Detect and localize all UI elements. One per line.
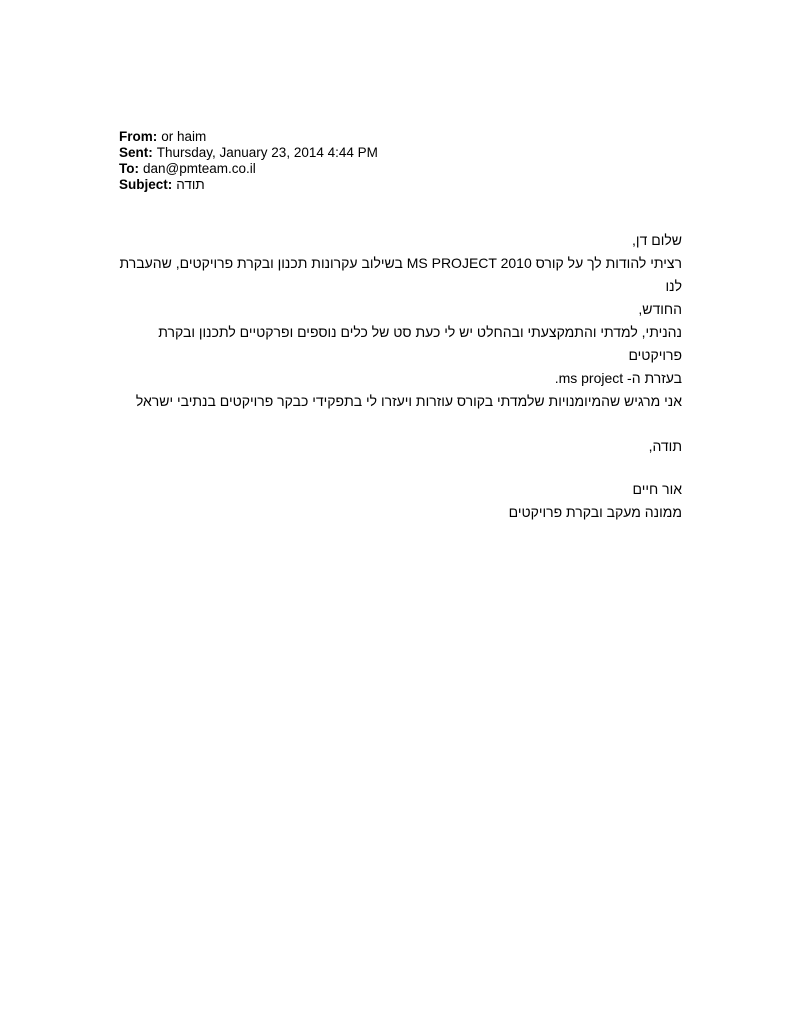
to-label: To: [119, 161, 139, 176]
subject-row [119, 177, 378, 193]
signature-name: אור חיים [632, 481, 682, 497]
to-value: dan@pmteam.co.il [143, 161, 256, 176]
sent-row [119, 145, 378, 161]
greeting-line: שלום דן, [632, 232, 682, 248]
from-row [119, 129, 378, 145]
from-value: or haim [161, 129, 207, 144]
message-line: רציתי להודות לך על קורס MS PROJECT 2010 בשילוב עקרונות תכנון ובקרת פרויקטים, שהעברת לנו [119, 255, 682, 294]
subject-value: תודה [176, 177, 205, 192]
email-header [119, 129, 378, 193]
sent-value: Thursday, January 23, 2014 4:44 PM [156, 145, 378, 160]
message-line: אני מרגיש שהמיומנויות שלמדתי בקורס עוזרות ויעזרו לי בתפקידי כבקר פרויקטים בנתיבי ישראל [135, 393, 682, 409]
signature-title: ממונה מעקב ובקרת פרויקטים [508, 504, 682, 520]
subject-label: Subject: [119, 177, 173, 192]
message-line: בעזרת ה- ms project. [554, 370, 682, 386]
sent-label: Sent: [119, 145, 153, 160]
closing-line: תודה, [648, 438, 682, 454]
message-body [119, 229, 682, 524]
to-row [119, 161, 378, 177]
message-line: נהניתי, למדתי והתמקצעתי ובהחלט יש לי כעת סט של כלים נוספים ופרקטיים לתכנון ובקרת פרויקטים [158, 324, 682, 363]
message-line: החודש, [638, 301, 682, 317]
from-label: From: [119, 129, 158, 144]
